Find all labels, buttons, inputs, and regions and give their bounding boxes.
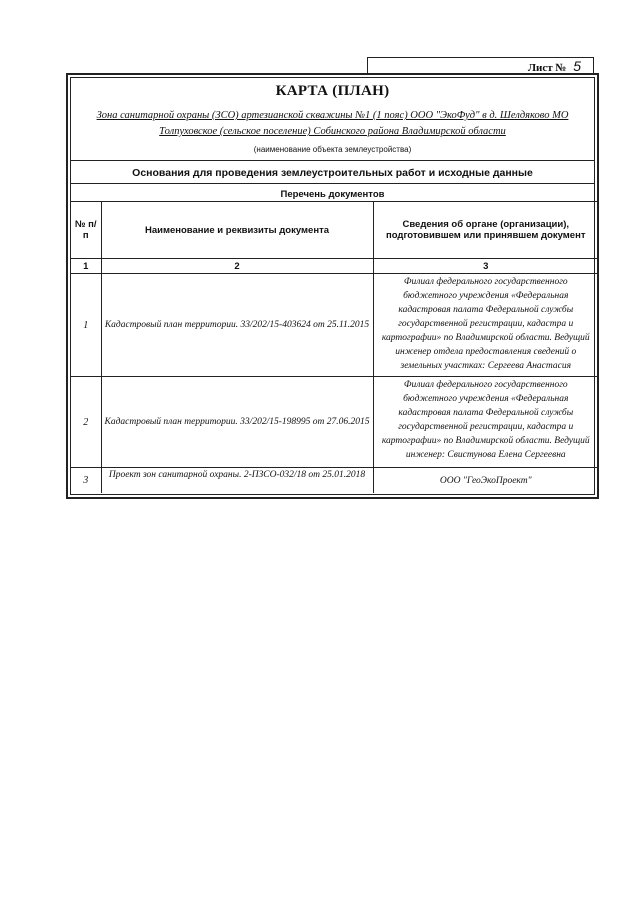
table-row bbox=[71, 377, 598, 468]
divider bbox=[71, 183, 594, 184]
object-caption: (наименование объекта землеустройства) bbox=[253, 145, 412, 154]
row-number: 2 bbox=[71, 377, 101, 468]
row-number: 1 bbox=[71, 274, 101, 377]
organization-info: Филиал федерального государственного бюджетного учреждения «Федеральная кадастровая палата Федеральной службы государственной регистрации, кадастра и картографии» по Владимирской области. Ведущий инженер: Свистунова Елена Сергеевна bbox=[381, 380, 590, 460]
organization-info: ООО "ГеоЭкоПроект" bbox=[373, 468, 598, 494]
basis-heading: Основания для проведения землеустроительных работ и исходные данные bbox=[132, 167, 533, 179]
organization-info: Филиал федерального государственного бюджетного учреждения «Федеральная кадастровая палата Федеральной службы государственной регистрации, кадастра и картографии» по Владимирской области. Ведущий инженер отдела предоставления сведений о земельных участках: Сергеева Анастасия bbox=[381, 277, 590, 371]
header-num: № п/п bbox=[71, 202, 101, 259]
document-name: Кадастровый план территории. 33/202/15-198995 от 27.06.2015 bbox=[101, 377, 373, 468]
object-name: Зона санитарной охраны (ЗСО) артезианской скважины №1 (1 пояс) ООО "ЭкоФуд" в д. Шелдяково МО Толпуховское (сельское поселение) Собинского района Владимирской области bbox=[96, 110, 569, 137]
sheet-number-box bbox=[367, 57, 594, 74]
sheet-label: Лист № bbox=[527, 62, 567, 74]
row-number: 3 bbox=[71, 468, 101, 494]
document-list-heading: Перечень документов bbox=[280, 189, 385, 200]
column-number: 3 bbox=[373, 259, 598, 274]
column-number: 2 bbox=[101, 259, 373, 274]
document-name: Проект зон санитарной охраны. 2-ПЗСО-032/18 от 25.01.2018 bbox=[108, 469, 366, 480]
document-frame-inner bbox=[70, 77, 595, 495]
table-header-row bbox=[71, 202, 598, 259]
table-row bbox=[71, 274, 598, 377]
column-number: 1 bbox=[71, 259, 101, 274]
header-org: Сведения об органе (организации), подготовившем или принявшем документ bbox=[373, 202, 598, 259]
sheet-number: 5 bbox=[573, 58, 581, 74]
page-title: КАРТА (ПЛАН) bbox=[275, 83, 390, 99]
document-frame bbox=[66, 73, 599, 499]
document-name: Кадастровый план территории. 33/202/15-403624 от 25.11.2015 bbox=[101, 274, 373, 377]
documents-table bbox=[71, 201, 598, 493]
header-doc: Наименование и реквизиты документа bbox=[101, 202, 373, 259]
divider bbox=[71, 160, 594, 161]
table-row bbox=[71, 468, 598, 494]
column-number-row bbox=[71, 259, 598, 274]
